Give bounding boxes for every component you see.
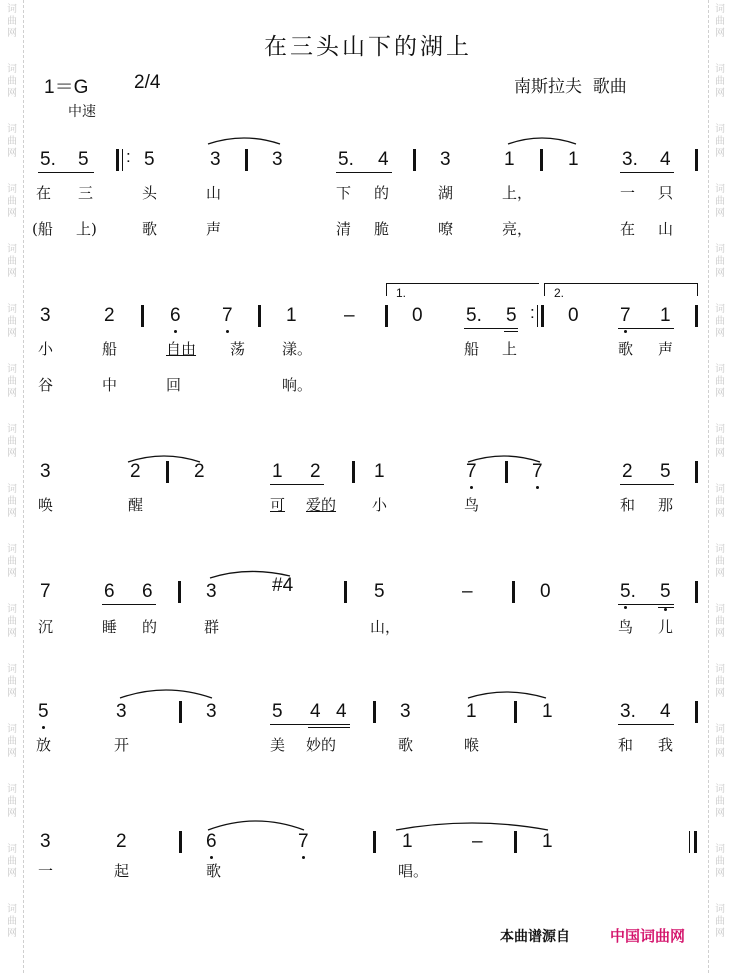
lyric: 起 xyxy=(114,862,130,880)
watermark: 词 曲 网 xyxy=(715,604,725,639)
note: 7 xyxy=(298,831,309,852)
repeat-dots: : xyxy=(530,303,535,322)
lyric: 和 xyxy=(620,496,636,514)
note: 5 xyxy=(660,461,671,482)
watermark: 词 曲 网 xyxy=(715,484,725,519)
lyric: 唱。 xyxy=(398,862,429,880)
lyric: 妙的 xyxy=(306,736,337,754)
note: 0 xyxy=(568,305,579,326)
note: 3 xyxy=(40,305,51,326)
watermark: 词 曲 网 xyxy=(715,424,725,459)
note: 0 xyxy=(540,581,551,602)
lyric: 嘹 xyxy=(438,220,454,238)
lyric: 三 xyxy=(78,184,94,202)
note: 5 xyxy=(374,581,385,602)
note: 4 xyxy=(660,149,671,170)
lyric: 可 xyxy=(270,496,286,514)
barline xyxy=(179,831,182,853)
lyric: 美 xyxy=(270,736,286,754)
watermark: 词 曲 网 xyxy=(7,664,17,699)
note: 3 xyxy=(40,831,51,852)
lyric: 爱的 xyxy=(306,496,337,514)
note: 3 xyxy=(210,149,221,170)
note: 5. xyxy=(466,305,482,326)
note: 3 xyxy=(40,461,51,482)
lyric: 我 xyxy=(658,736,674,754)
lyric: 山 xyxy=(206,184,222,202)
lyric: 那 xyxy=(658,496,674,514)
watermark: 词 曲 网 xyxy=(715,304,725,339)
note: 1 xyxy=(542,831,553,852)
watermark: 词 曲 网 xyxy=(715,724,725,759)
tempo-marking: 中速 xyxy=(68,104,96,120)
note: 6 xyxy=(206,831,217,852)
note: 0 xyxy=(412,305,423,326)
lyric: 开 xyxy=(114,736,130,754)
note: 1 xyxy=(466,701,477,722)
note: 1 xyxy=(402,831,413,852)
note: 5. xyxy=(40,149,56,170)
note: 6 xyxy=(104,581,115,602)
note: 2 xyxy=(116,831,127,852)
watermark: 词 曲 网 xyxy=(7,484,17,519)
watermark: 词 曲 网 xyxy=(715,184,725,219)
watermark: 词 曲 网 xyxy=(715,124,725,159)
barline xyxy=(373,831,376,853)
source-label: 本曲谱源自 xyxy=(500,929,570,945)
note: 2 xyxy=(104,305,115,326)
note: 5. xyxy=(620,581,636,602)
lyric: 在 xyxy=(620,220,636,238)
watermark: 词 曲 网 xyxy=(7,304,17,339)
note: 2 xyxy=(310,461,321,482)
barline xyxy=(514,831,517,853)
note: 1 xyxy=(374,461,385,482)
note: 1 xyxy=(542,701,553,722)
song-credit: 南斯拉夫 歌曲 xyxy=(514,77,627,97)
source-site-link[interactable]: 中国词曲网 xyxy=(610,927,686,945)
note: 6 xyxy=(142,581,153,602)
lyric: 放 xyxy=(36,736,52,754)
watermark: 词 曲 网 xyxy=(7,4,17,39)
lyric: 的 xyxy=(142,618,158,636)
note: – xyxy=(344,305,355,326)
watermark: 词 曲 网 xyxy=(7,544,17,579)
low-octave-dot xyxy=(210,856,213,859)
lyric: 睡 xyxy=(102,618,118,636)
note: 3 xyxy=(206,581,217,602)
lyric: 歌 xyxy=(398,736,414,754)
lyric: 中 xyxy=(102,376,118,394)
lyric: 上， xyxy=(502,184,533,202)
lyric: 山 xyxy=(658,220,674,238)
lyric: 上) xyxy=(76,220,97,238)
note: 3. xyxy=(620,701,636,722)
note: 7 xyxy=(620,305,631,326)
note: 3. xyxy=(622,149,638,170)
note: – xyxy=(462,581,473,602)
watermark: 词 曲 网 xyxy=(7,904,17,939)
lyric: 一 xyxy=(38,862,54,880)
watermark: 词 曲 网 xyxy=(7,604,17,639)
watermark: 词 曲 网 xyxy=(715,4,725,39)
low-octave-dot xyxy=(302,856,305,859)
lyric: 声 xyxy=(658,340,674,358)
lyric: 清 xyxy=(336,220,352,238)
note: 1 xyxy=(272,461,283,482)
lyric: 鸟 xyxy=(618,618,634,636)
watermark: 词 曲 网 xyxy=(715,664,725,699)
watermark: 词 曲 网 xyxy=(7,244,17,279)
watermark: 词 曲 网 xyxy=(715,64,725,99)
lyric: 只 xyxy=(658,184,674,202)
lyric: 和 xyxy=(618,736,634,754)
lyric: 亮， xyxy=(502,220,533,238)
watermark: 词 曲 网 xyxy=(715,844,725,879)
note: 4 xyxy=(660,701,671,722)
note: 4 xyxy=(310,701,321,722)
note: 2 xyxy=(622,461,633,482)
lyric: 声 xyxy=(206,220,222,238)
lyric: 一 xyxy=(620,184,636,202)
watermark: 词 曲 网 xyxy=(715,364,725,399)
watermark: 词 曲 网 xyxy=(7,784,17,819)
watermark: 词 曲 网 xyxy=(7,424,17,459)
note: 4 xyxy=(378,149,389,170)
note: 5 xyxy=(144,149,155,170)
note: 1 xyxy=(286,305,297,326)
lyric: 下 xyxy=(336,184,352,202)
note: 1 xyxy=(660,305,671,326)
note: 1 xyxy=(504,149,515,170)
lyric: 沉 xyxy=(38,618,54,636)
note: 5 xyxy=(78,149,89,170)
watermark: 词 曲 网 xyxy=(7,724,17,759)
note: 7 xyxy=(40,581,51,602)
watermark: 词 曲 网 xyxy=(7,64,17,99)
note: 5 xyxy=(506,305,517,326)
watermark: 词 曲 网 xyxy=(715,904,725,939)
lyric: 船 xyxy=(464,340,480,358)
note: 6 xyxy=(170,305,181,326)
note: 2 xyxy=(194,461,205,482)
note: 5. xyxy=(338,149,354,170)
note: 2 xyxy=(130,461,141,482)
note: 7 xyxy=(222,305,233,326)
lyric: 上 xyxy=(502,340,518,358)
lyric: 鸟 xyxy=(464,496,480,514)
key-signature: 1＝G xyxy=(44,77,89,98)
lyric: 歌 xyxy=(206,862,222,880)
note: 4 xyxy=(336,701,347,722)
note: 3 xyxy=(206,701,217,722)
watermark: 词 曲 网 xyxy=(7,124,17,159)
repeat-dots: : xyxy=(126,147,131,166)
lyric: 群 xyxy=(204,618,220,636)
lyric: 山， xyxy=(370,618,401,636)
final-barline xyxy=(694,831,697,853)
first-ending-label: 1. xyxy=(396,286,407,300)
note: 3 xyxy=(400,701,411,722)
lyric: 响。 xyxy=(282,376,313,394)
lyric: 漾。 xyxy=(282,340,313,358)
note: 5 xyxy=(272,701,283,722)
lyric: 喉 xyxy=(464,736,480,754)
watermark: 词 曲 网 xyxy=(7,184,17,219)
watermark: 词 曲 网 xyxy=(715,244,725,279)
lyric: 脆 xyxy=(374,220,390,238)
lyric: 唤 xyxy=(38,496,54,514)
lyric: 荡 xyxy=(230,340,246,358)
watermark: 词 曲 网 xyxy=(7,364,17,399)
lyric: 回 xyxy=(166,376,182,394)
note: 7 xyxy=(532,461,543,482)
lyric: 谷 xyxy=(38,376,54,394)
note: 7 xyxy=(466,461,477,482)
watermark: 词 曲 网 xyxy=(715,544,725,579)
note: 3 xyxy=(440,149,451,170)
lyric: 船 xyxy=(102,340,118,358)
lyric: 小 xyxy=(38,340,54,358)
note: 5 xyxy=(38,701,49,722)
note: 1 xyxy=(568,149,579,170)
lyric: 在 xyxy=(36,184,52,202)
lyric: 歌 xyxy=(618,340,634,358)
lyric: 歌 xyxy=(142,220,158,238)
note: 3 xyxy=(272,149,283,170)
lyric: 小 xyxy=(372,496,388,514)
lyric: 湖 xyxy=(438,184,454,202)
song-title: 在三头山下的湖上 xyxy=(264,34,472,60)
lyric: 的 xyxy=(374,184,390,202)
note: – xyxy=(472,831,483,852)
lyric: 醒 xyxy=(128,496,144,514)
time-signature: 2/4 xyxy=(134,72,161,93)
note: 3 xyxy=(116,701,127,722)
lyric: 儿 xyxy=(658,618,674,636)
final-barline-thin xyxy=(689,831,690,853)
sharp-note: #4 xyxy=(272,575,294,596)
lyric: (船 xyxy=(32,220,53,238)
watermark: 词 曲 网 xyxy=(7,844,17,879)
lyric: 头 xyxy=(142,184,158,202)
watermark: 词 曲 网 xyxy=(715,784,725,819)
note: 5 xyxy=(660,581,671,602)
lyric: 自由 xyxy=(166,340,197,358)
second-ending-label: 2. xyxy=(554,286,565,300)
